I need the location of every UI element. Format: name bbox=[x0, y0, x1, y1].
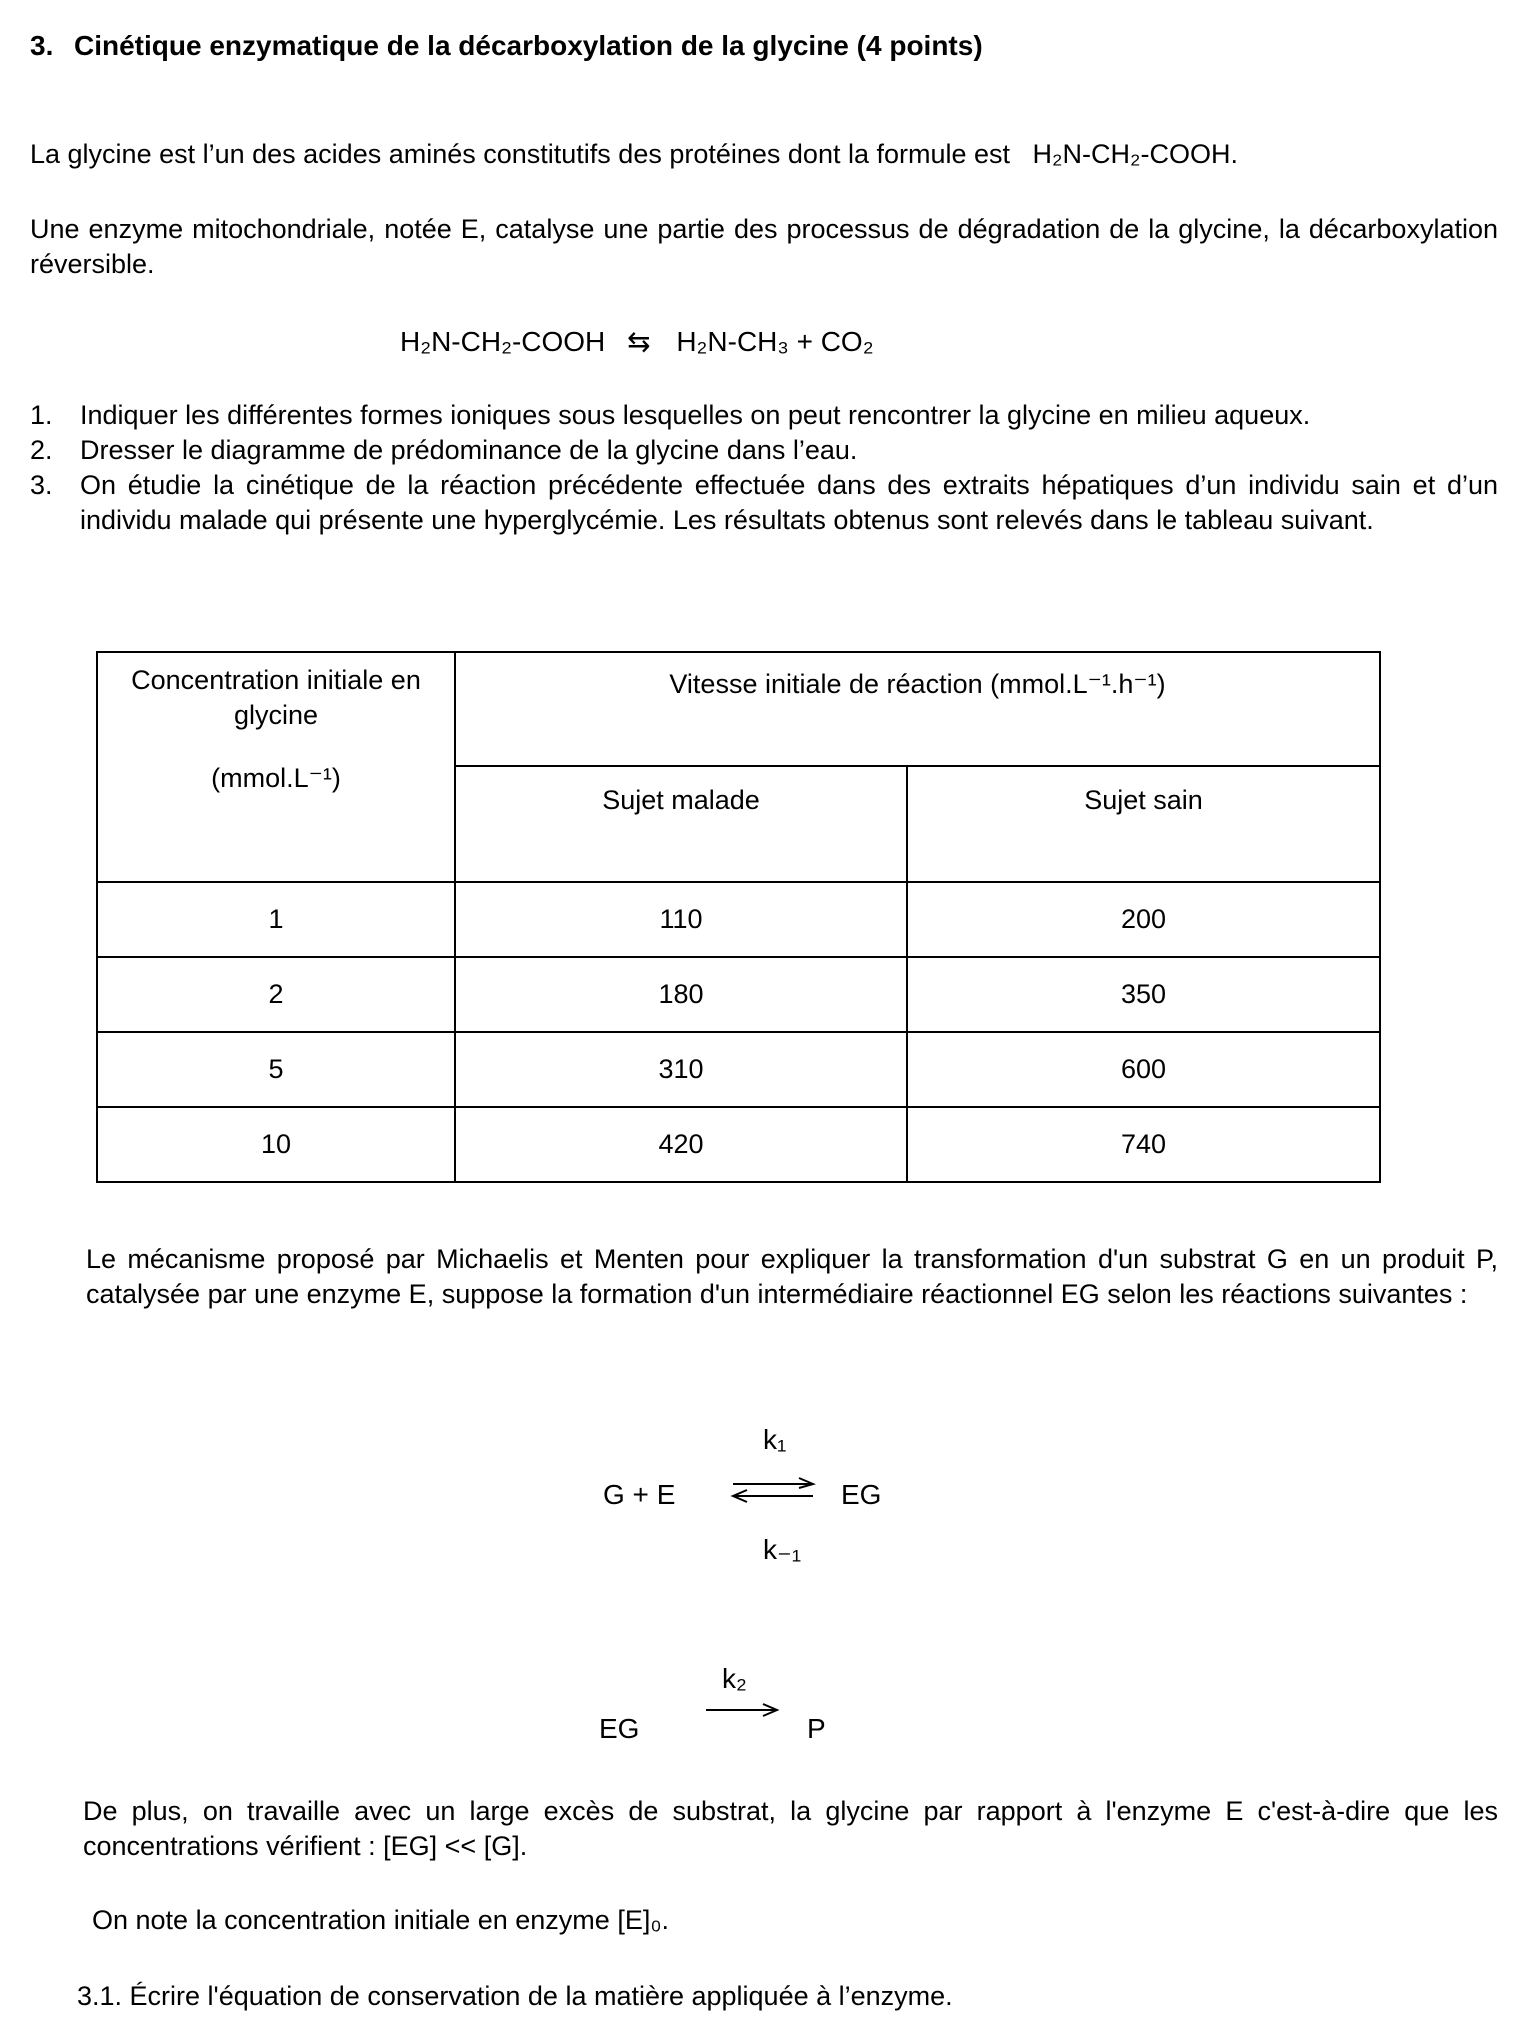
question-number: 3. bbox=[30, 470, 53, 500]
reaction-1-diagram bbox=[603, 1417, 903, 1567]
table-cell: 310 bbox=[455, 1032, 907, 1107]
question-number: 1. bbox=[30, 400, 53, 430]
reversible-arrow-icon bbox=[733, 1478, 813, 1502]
question-number: 2. bbox=[30, 435, 53, 465]
table-row bbox=[97, 1032, 1380, 1107]
table-cell: 600 bbox=[907, 1032, 1380, 1107]
table-cell: 110 bbox=[455, 882, 907, 957]
reaction-1-left: G + E bbox=[603, 1479, 676, 1510]
equation-left: H₂N-CH₂-COOH bbox=[400, 326, 606, 357]
question-3-1: 3.1. Écrire l'équation de conservation de la matière appliquée à l’enzyme. bbox=[77, 1981, 953, 2011]
intro-paragraph-2: Une enzyme mitochondriale, notée E, catalyse une partie des processus de dégradation de la glycine, la décarboxylation réversible. bbox=[30, 214, 1498, 279]
reaction-1-right: EG bbox=[841, 1479, 882, 1510]
forward-arrow-icon bbox=[706, 1704, 777, 1716]
equilibrium-arrow-icon: ⇆ bbox=[627, 326, 651, 357]
table-cell: 10 bbox=[97, 1107, 455, 1182]
header-sick-subject: Sujet malade bbox=[455, 766, 907, 882]
question-text: On étudie la cinétique de la réaction précédente effectuée dans des extraits hépatiques d’un individu sain et d’un individu malade qui présente une hyperglycémie. Les résultats obtenus sont relevés dans le tableau suivant. bbox=[80, 470, 1498, 535]
reaction-2-left: EG bbox=[599, 1713, 640, 1744]
initial-enzyme-note: On note la concentration initiale en enzyme [E]₀. bbox=[92, 1905, 670, 1935]
rate-constant-k1: k₁ bbox=[763, 1424, 787, 1455]
table-row bbox=[97, 957, 1380, 1032]
table-cell: 180 bbox=[455, 957, 907, 1032]
decarboxylation-equation bbox=[400, 324, 874, 359]
table-cell: 5 bbox=[97, 1032, 455, 1107]
table-cell: 2 bbox=[97, 957, 455, 1032]
rate-constant-k2: k₂ bbox=[722, 1663, 747, 1694]
reaction-2-right: P bbox=[807, 1713, 826, 1744]
header-healthy-subject: Sujet sain bbox=[907, 766, 1380, 882]
concentration-header-label: Concentration initiale en glycine bbox=[131, 665, 421, 730]
question-item bbox=[30, 433, 1498, 468]
glycine-formula: H₂N-CH₂-COOH. bbox=[1032, 139, 1238, 169]
question-list bbox=[30, 398, 1498, 538]
concentration-header bbox=[97, 652, 455, 882]
intro-text: La glycine est l’un des acides aminés constitutifs des protéines dont la formule est bbox=[30, 139, 1011, 169]
kinetics-table bbox=[96, 651, 1381, 1183]
table-row bbox=[97, 1107, 1380, 1182]
table-row bbox=[97, 882, 1380, 957]
question-text: Dresser le diagramme de prédominance de la glycine dans l’eau. bbox=[80, 435, 858, 465]
exercise-title bbox=[30, 28, 983, 63]
question-item bbox=[30, 398, 1498, 433]
speed-header: Vitesse initiale de réaction (mmol.L⁻¹.h⁻¹) bbox=[455, 652, 1380, 766]
concentration-unit: (mmol.L⁻¹) bbox=[211, 763, 341, 793]
table-cell: 1 bbox=[97, 882, 455, 957]
question-item bbox=[30, 468, 1498, 538]
table-cell: 350 bbox=[907, 957, 1380, 1032]
equation-right: H₂N-CH₃ + CO₂ bbox=[676, 326, 874, 357]
intro-paragraph-1 bbox=[30, 137, 1498, 172]
exercise-title-text: Cinétique enzymatique de la décarboxylation de la glycine (4 points) bbox=[74, 30, 983, 61]
mechanism-paragraph: Le mécanisme proposé par Michaelis et Menten pour expliquer la transformation d'un substrat G en un produit P, catalysée par une enzyme E, suppose la formation d'un intermédiaire réactionnel EG selon les réactions suivantes : bbox=[86, 1244, 1498, 1309]
table-cell: 200 bbox=[907, 882, 1380, 957]
substrate-excess-paragraph: De plus, on travaille avec un large excès de substrat, la glycine par rapport à l'enzyme E c'est-à-dire que les concentrations vérifient : [EG] << [G]. bbox=[83, 1796, 1498, 1861]
exercise-number: 3. bbox=[30, 30, 54, 61]
rate-constant-k-minus-1: k₋₁ bbox=[763, 1534, 802, 1565]
table-cell: 740 bbox=[907, 1107, 1380, 1182]
question-text: Indiquer les différentes formes ioniques sous lesquelles on peut rencontrer la glycine en milieu aqueux. bbox=[80, 400, 1311, 430]
reaction-2-diagram bbox=[597, 1655, 857, 1755]
table-cell: 420 bbox=[455, 1107, 907, 1182]
